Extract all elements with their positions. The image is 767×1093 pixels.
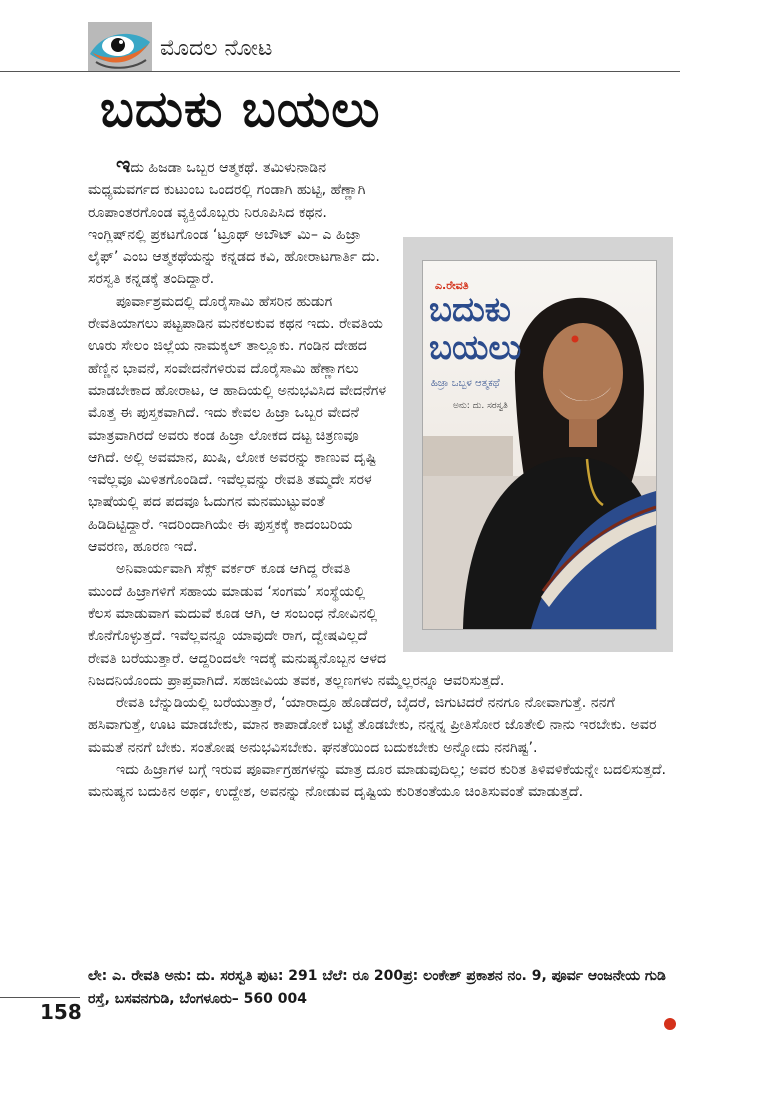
paragraph: ರೇವತಿ ಬೆನ್ನುಡಿಯಲ್ಲಿ ಬರೆಯುತ್ತಾರೆ, ‘ಯಾರಾದ್ರೂ ಹೊಡೆದರೆ, ಬೈದರೆ, ಜಿಗುಟಿದರೆ ನನಗೂ ನೋವಾಗುತ್ತೆ. ನನಗೆ ಹಸಿವಾಗುತ್ತೆ, ಊಟ ಮಾಡಬೇಕು, ಮಾನ ಕಾಪಾಡೋಕೆ ಬಟ್ಟೆ ತೊಡಬೇಕು, ನನ್ನನ್ನ ಪ್ರೀತಿಸೋರ ಜೊತೇಲಿ ನಾನು ಇರಬೇಕು. ಅವರ ಮಮತೆ ನನಗೆ ಬೇಕು. ಸಂತೋಷ ಅನುಭವಿಸಬೇಕು. ಘನತೆಯಿಂದ ಬದುಕಬೇಕು ಅನ್ನೋದು ನನಗಿಷ್ಟ’. bbox=[88, 695, 657, 756]
cover-title-line2: ಬಯಲು bbox=[429, 328, 522, 368]
end-mark-dot bbox=[664, 1018, 676, 1030]
cover-translator: ಅನು: ದು. ಸರಸ್ವತಿ bbox=[453, 401, 508, 411]
book-credits: ಲೇ: ಎ. ರೇವತಿ ಅನು: ದು. ಸರಸ್ವತಿ ಪುಟ: 291 ಬೆಲೆ: ರೂ 200ಪ್ರ: ಲಂಕೇಶ್ ಪ್ರಕಾಶನ ನಂ. 9, ಪೂರ್ವ ಆಂಜನೇಯ ಗುಡಿ ರಸ್ತೆ, ಬಸವನಗುಡಿ, ಬೆಂಗಳೂರು– 560 004 bbox=[88, 968, 666, 1007]
paragraph: ಇದು ಹಿಜ್ರಾಗಳ ಬಗ್ಗೆ ಇರುವ ಪೂರ್ವಾಗ್ರಹಗಳನ್ನು ಮಾತ್ರ ದೂರ ಮಾಡುವುದಿಲ್ಲ; ಅವರ ಕುರಿತ ತಿಳಿವಳಿಕೆಯನ್ನೇ ಬದಲಿಸುತ್ತದೆ. ಮನುಷ್ಯನ ಬದುಕಿನ ಅರ್ಥ, ಉದ್ದೇಶ, ಅವನನ್ನು ನೋಡುವ ದೃಷ್ಟಿಯ ಕುರಿತಂತೆಯೂ ಚಿಂತಿಸುವಂತೆ ಮಾಡುತ್ತದೆ. bbox=[88, 762, 667, 801]
page-number: 158 bbox=[40, 1000, 82, 1024]
paragraph-text: ದು ಹಿಜಡಾ ಒಬ್ಬರ ಆತ್ಮಕಥೆ. ತಮಿಳುನಾಡಿನ ಮಧ್ಯಮವರ್ಗದ ಕುಟುಂಬ ಒಂದರಲ್ಲಿ ಗಂಡಾಗಿ ಹುಟ್ಟಿ, ಹೆಣ್ಣಾಗಿ ರೂಪಾಂತರಗೊಂಡ ವ್ಯಕ್ತಿಯೊಬ್ಬರು ನಿರೂಪಿಸಿದ ಕಥನ. ಇಂಗ್ಲಿಷ್‌ನಲ್ಲಿ ಪ್ರಕಟಗೊಂಡ ‘ಟ್ರೂಥ್ ಅಬೌಟ್ ಮಿ– ಎ ಹಿಜ್ರಾ ಲೈಫ್’ ಎಂಬ ಆತ್ಮಕಥೆಯನ್ನು ಕನ್ನಡದ ಕವಿ, ಹೋರಾಟಗಾರ್ತಿ ದು. ಸರಸ್ವತಿ ಕನ್ನಡಕ್ಕೆ ತಂದಿದ್ದಾರೆ. bbox=[88, 160, 380, 288]
footer-divider bbox=[0, 997, 80, 998]
column-logo bbox=[88, 22, 152, 72]
eye-logo-icon bbox=[88, 22, 152, 72]
book-cover-image bbox=[422, 260, 657, 630]
header-divider bbox=[0, 71, 680, 72]
cover-subtitle: ಹಿಜ್ರಾ ಒಬ್ಬಳ ಆತ್ಮಕಥೆ bbox=[431, 378, 500, 389]
book-cover-panel bbox=[403, 237, 673, 652]
drop-cap: ಇ bbox=[116, 153, 131, 178]
article-body bbox=[88, 155, 673, 804]
article-title: ಬದುಕು ಬಯಲು bbox=[100, 80, 381, 138]
paragraph: ಅನಿವಾರ್ಯವಾಗಿ ಸೆಕ್ಸ್ ವರ್ಕರ್ ಕೂಡ ಆಗಿದ್ದ ರೇವತಿ ಮುಂದೆ ಹಿಜ್ರಾಗಳಿಗೆ ಸಹಾಯ ಮಾಡುವ ‘ಸಂಗಮ’ ಸಂಸ್ಥೆಯಲ್ಲಿ ಕೆಲಸ ಮಾಡುವಾಗ ಮದುವೆ ಕೂಡ ಆಗಿ, ಆ ಸಂಬಂಧ ನೋವಿನಲ್ಲಿ ಕೊನೆಗೊಳ್ಳುತ್ತದೆ. ಇವೆಲ್ಲವನ್ನೂ ಯಾವುದೇ ರಾಗ, ದ್ವೇಷವಿಲ್ಲದೆ ರೇವತಿ ಬರೆಯುತ್ತಾರೆ. ಆದ್ದರಿಂದಲೇ ಇದಕ್ಕೆ ಮನುಷ್ಯನೊಬ್ಬನ ಆಳದ ನಿಜದನಿಯೊಂದು ಪ್ರಾಪ್ತವಾಗಿದೆ. ಸಹಜೀವಿಯ ತವಕ, ತಲ್ಲಣಗಳು ನಮ್ಮೆಲ್ಲರನ್ನೂ ಆವರಿಸುತ್ತದೆ. bbox=[88, 561, 505, 689]
cover-title-line1: ಬದುಕು bbox=[429, 290, 511, 330]
paragraph: ಪೂರ್ವಾಶ್ರಮದಲ್ಲಿ ದೊರೈಸಾಮಿ ಹೆಸರಿನ ಹುಡುಗ ರೇವತಿಯಾಗಲು ಪಟ್ಟಪಾಡಿನ ಮನಕಲಕುವ ಕಥನ ಇದು. ರೇವತಿಯ ಊರು ಸೇಲಂ ಜಿಲ್ಲೆಯ ನಾಮಕ್ಕಲ್ ತಾಲ್ಲೂಕು. ಗಂಡಿನ ದೇಹದ ಹೆಣ್ಣಿನ ಭಾವನೆ, ಸಂವೇದನೆಗಳಿರುವ ದೊರೈಸಾಮಿ ಹೆಣ್ಣಾಗಲು ಮಾಡಬೇಕಾದ ಹೋರಾಟ, ಆ ಹಾದಿಯಲ್ಲಿ ಅನುಭವಿಸಿದ ವೇದನೆಗಳ ಮೊತ್ತ ಈ ಪುಸ್ತಕವಾಗಿದೆ. ಇದು ಕೇವಲ ಹಿಜ್ರಾ ಒಬ್ಬರ ವೇದನೆ ಮಾತ್ರವಾಗಿರದೆ ಅವರು ಕಂಡ ಹಿಜ್ರಾ ಲೋಕದ ದಟ್ಟ ಚಿತ್ರಣವೂ ಆಗಿದೆ. ಅಲ್ಲಿ ಅವಮಾನ, ಖುಷಿ, ಲೋಕ ಅವರನ್ನು ಕಾಣುವ ದೃಷ್ಟಿ ಇವೆಲ್ಲವೂ ಮಿಳಿತಗೊಂಡಿದೆ. ಇವೆಲ್ಲವನ್ನು ರೇವತಿ ತಮ್ಮದೇ ಸರಳ ಭಾಷೆಯಲ್ಲಿ ಪದ ಪದವೂ ಓದುಗನ ಮನಮುಟ್ಟುವಂತೆ ಹಿಡಿದಿಟ್ಟಿದ್ದಾರೆ. ಇದರಿಂದಾಗಿಯೇ ಈ ಪುಸ್ತಕಕ್ಕೆ ಕಾದಂಬರಿಯ ಆವರಣ, ಹೂರಣ ಇದೆ. bbox=[88, 293, 387, 556]
cover-author: ಎ.ರೇವತಿ bbox=[435, 279, 469, 292]
section-label: ಮೊದಲ ನೋಟ bbox=[160, 36, 273, 61]
